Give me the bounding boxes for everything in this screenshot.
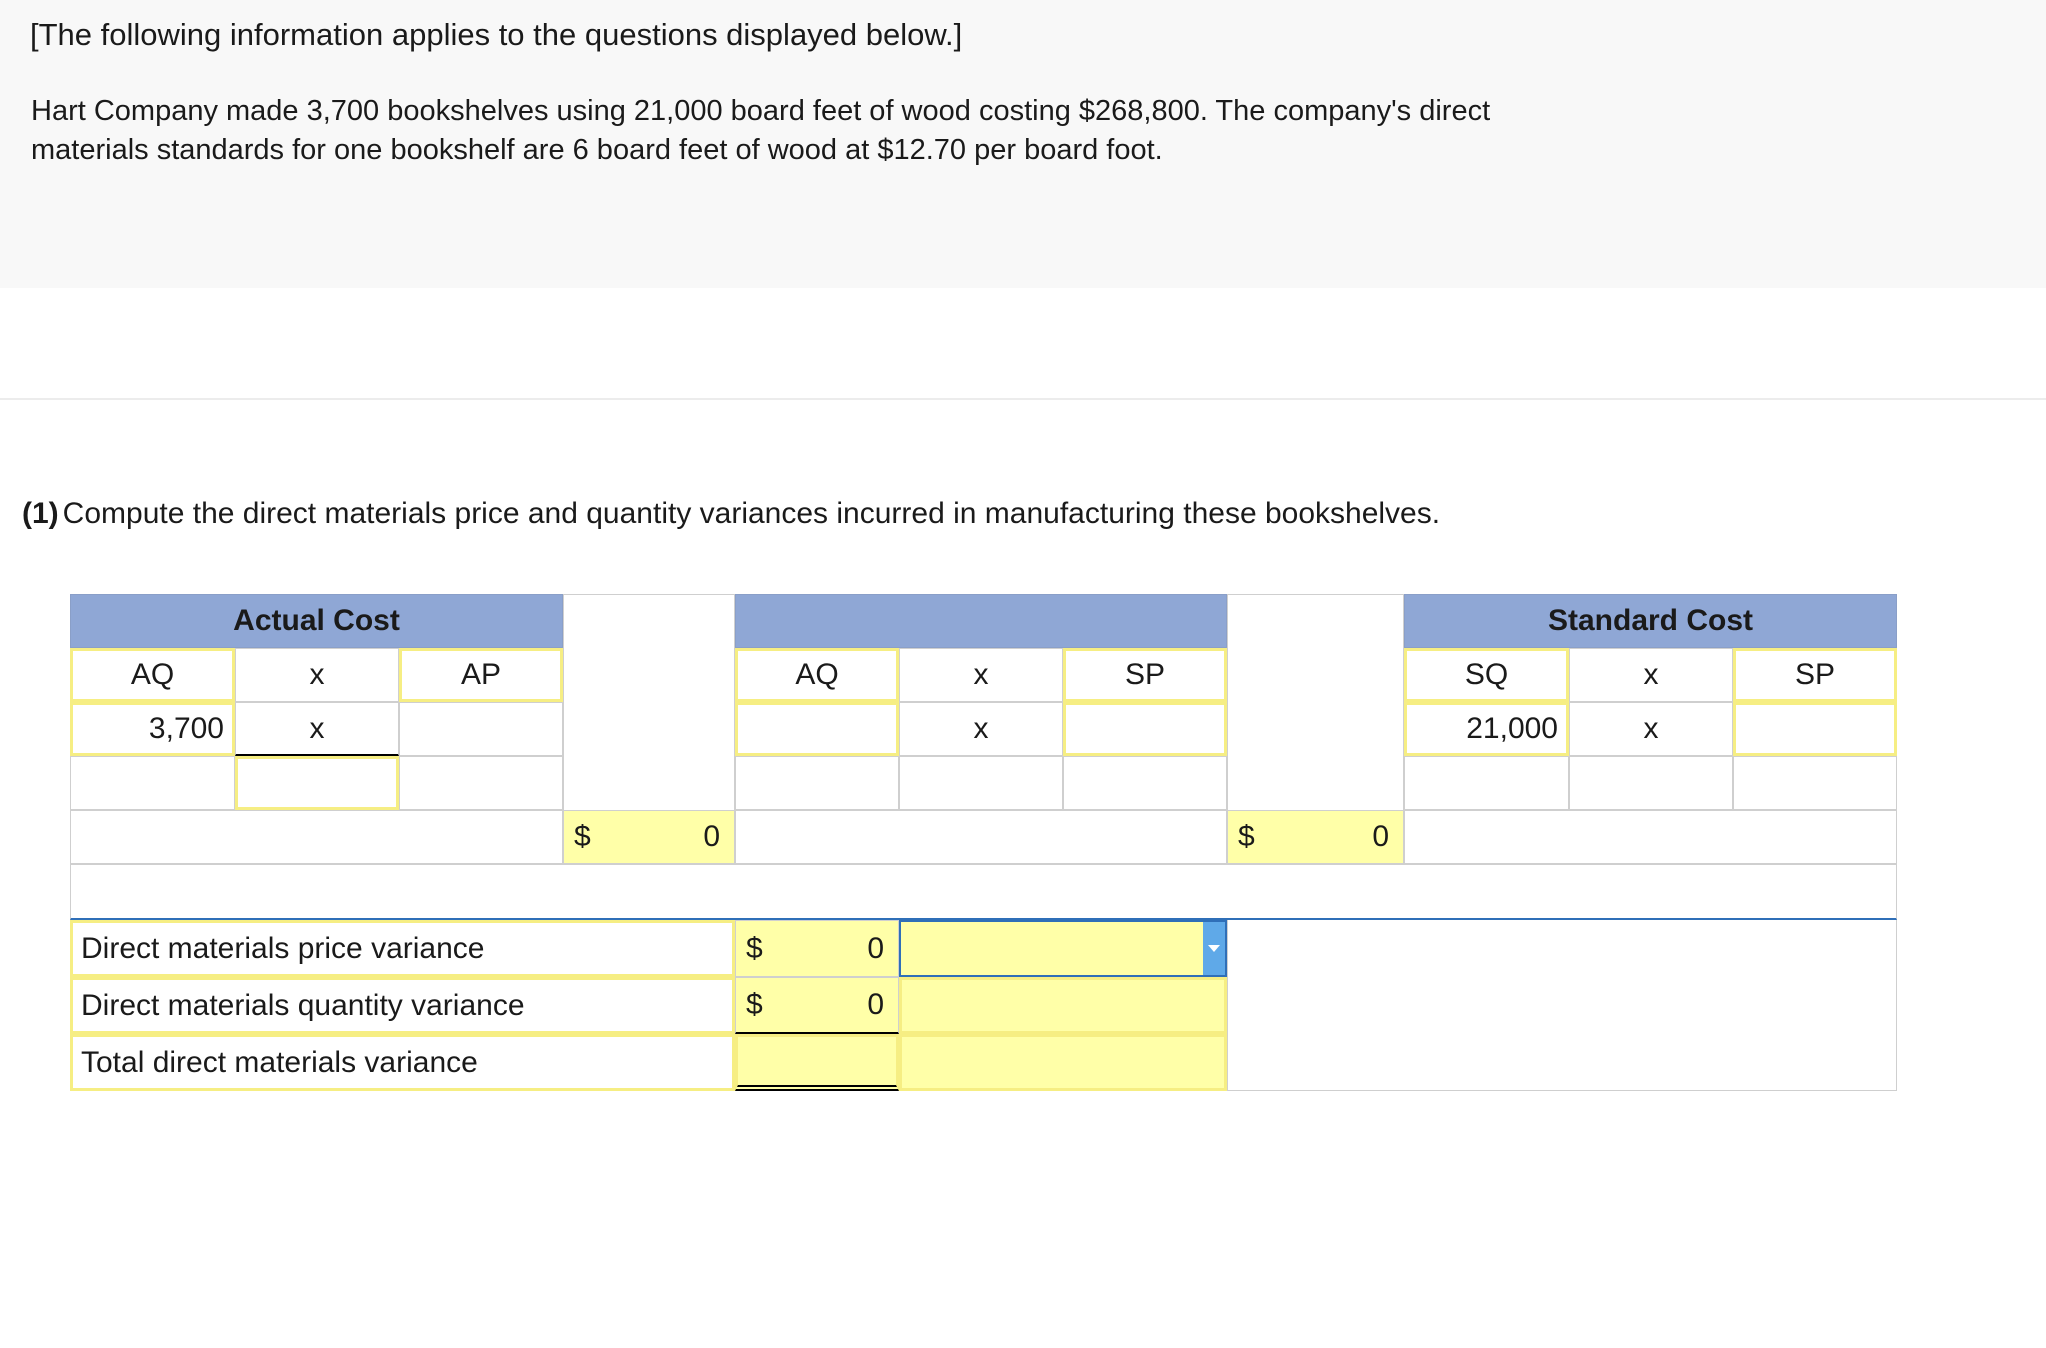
total-variance-label: Total direct materials variance xyxy=(70,1034,735,1091)
info-body-text: Hart Company made 3,700 bookshelves using 21,000 board feet of wood costing $268,800. The company's direct materials standards for one bookshelf are 6 board feet of wood at $12.70 per board foot. xyxy=(31,95,1491,166)
middle-aq-input[interactable] xyxy=(735,702,899,756)
actual-aq-input[interactable]: 3,700 xyxy=(70,702,235,756)
empty-cell xyxy=(899,756,1063,810)
question-text: Compute the direct materials price and quantity variances incurred in manufacturing these bookshelves. xyxy=(62,497,1441,530)
empty-cell xyxy=(1733,756,1897,810)
price-variance-value: 0 xyxy=(867,931,884,965)
blank-area xyxy=(1227,920,1897,1091)
actual-aq-label: AQ xyxy=(70,648,235,702)
question-prompt xyxy=(22,495,1440,533)
standard-sq-label: SQ xyxy=(1404,648,1569,702)
actual-ap-label: AP xyxy=(399,648,563,702)
middle-total xyxy=(1227,810,1404,864)
quantity-variance-value: 0 xyxy=(867,988,884,1021)
dollar-sign: $ xyxy=(574,820,591,853)
middle-sp-label: SP xyxy=(1063,648,1227,702)
section-divider xyxy=(0,398,2046,400)
information-panel xyxy=(0,0,2046,288)
dropdown-button[interactable] xyxy=(1203,922,1225,975)
middle-header xyxy=(735,594,1227,648)
actual-cost-header: Actual Cost xyxy=(70,594,563,648)
actual-total-spacer xyxy=(70,810,563,864)
actual-cost-total-value: 0 xyxy=(703,820,720,853)
standard-sp-input[interactable] xyxy=(1733,702,1897,756)
price-variance-type-select[interactable] xyxy=(899,920,1227,977)
quantity-variance-amount[interactable] xyxy=(735,977,899,1034)
actual-times-sign: x xyxy=(235,702,399,756)
standard-times-label: x xyxy=(1569,648,1733,702)
price-variance-label: Direct materials price variance xyxy=(70,920,735,977)
dollar-sign: $ xyxy=(1238,820,1255,853)
standard-sp-label: SP xyxy=(1733,648,1897,702)
empty-cell xyxy=(1569,756,1733,810)
info-heading: [The following information applies to the questions displayed below.] xyxy=(30,17,963,52)
quantity-variance-type-select[interactable] xyxy=(899,977,1227,1034)
middle-sp-input[interactable] xyxy=(1063,702,1227,756)
standard-total-spacer xyxy=(1404,810,1897,864)
dollar-sign: $ xyxy=(746,931,763,965)
total-variance-type-select[interactable] xyxy=(899,1034,1227,1091)
middle-aq-label: AQ xyxy=(735,648,899,702)
empty-cell xyxy=(735,756,899,810)
question-number: (1) xyxy=(22,497,59,530)
middle-total-spacer xyxy=(735,810,1227,864)
actual-times-label: x xyxy=(235,648,399,702)
empty-cell xyxy=(1063,756,1227,810)
empty-cell xyxy=(399,756,563,810)
chevron-down-icon xyxy=(1208,945,1220,952)
standard-cost-header: Standard Cost xyxy=(1404,594,1897,648)
actual-ap-cell xyxy=(399,702,563,756)
dollar-sign: $ xyxy=(746,988,763,1021)
standard-sq-input[interactable]: 21,000 xyxy=(1404,702,1569,756)
total-variance-amount[interactable] xyxy=(735,1034,899,1091)
empty-cell xyxy=(70,756,235,810)
middle-times-sign: x xyxy=(899,702,1063,756)
actual-ap-input[interactable] xyxy=(235,756,399,810)
empty-cell xyxy=(1404,756,1569,810)
middle-times-label: x xyxy=(899,648,1063,702)
actual-cost-total xyxy=(563,810,735,864)
separator-row xyxy=(70,864,1897,920)
quantity-variance-label: Direct materials quantity variance xyxy=(70,977,735,1034)
standard-times-sign: x xyxy=(1569,702,1733,756)
middle-total-value: 0 xyxy=(1372,820,1389,853)
price-variance-amount[interactable] xyxy=(735,920,899,977)
